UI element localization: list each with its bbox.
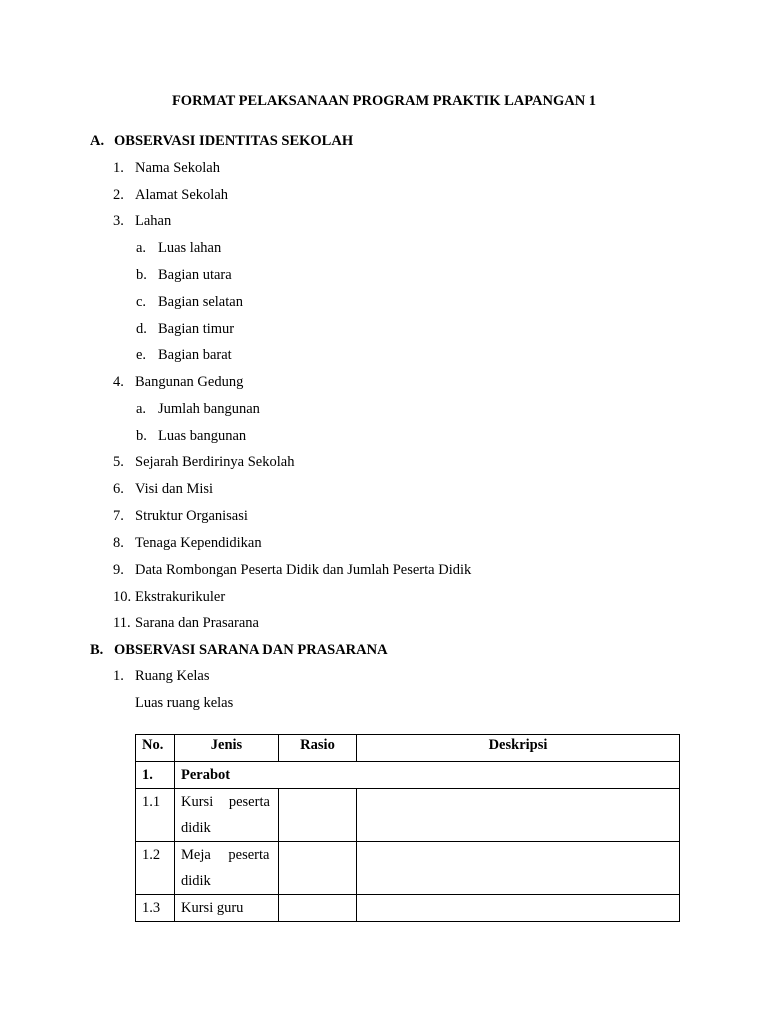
cell-no: 1.3 (136, 895, 175, 922)
group-label: Perabot (175, 762, 680, 789)
list-item (113, 615, 259, 632)
list-item (113, 668, 210, 685)
item-label: Jumlah bangunan (158, 401, 260, 417)
jenis-text: didik (181, 873, 211, 889)
list-item (113, 160, 220, 177)
paragraph: Luas ruang kelas (135, 695, 234, 711)
cell-deskripsi[interactable] (357, 789, 680, 842)
section-a-heading (90, 133, 353, 150)
item-number: b. (136, 428, 147, 444)
item-label: Sarana dan Prasarana (135, 615, 259, 631)
list-item (113, 187, 228, 204)
document-title: FORMAT PELAKSANAAN PROGRAM PRAKTIK LAPANGAN 1 (171, 93, 597, 109)
table-row (136, 789, 680, 842)
list-item (113, 481, 213, 498)
item-label: Struktur Organisasi (135, 508, 248, 524)
item-label: Alamat Sekolah (135, 187, 229, 203)
header-deskripsi: Deskripsi (357, 735, 680, 762)
item-label: Sejarah Berdirinya Sekolah (135, 454, 295, 470)
jenis-text: Kursi guru (181, 900, 244, 916)
sub-list-item (136, 267, 232, 284)
table-row (136, 895, 680, 922)
item-number: c. (136, 294, 147, 310)
section-letter: B. (90, 642, 104, 658)
item-number: 5. (113, 454, 124, 470)
sub-list-item (136, 347, 232, 364)
item-number: 10. (113, 589, 132, 605)
list-item (113, 454, 294, 471)
header-jenis: Jenis (175, 735, 279, 762)
jenis-line (181, 789, 272, 815)
cell-jenis (175, 895, 279, 922)
jenis-line (181, 815, 272, 841)
item-number: 3. (113, 213, 124, 229)
item-label: Lahan (135, 213, 172, 229)
item-number: 11. (113, 615, 131, 631)
item-label: Bangunan Gedung (135, 374, 244, 390)
sub-list-item (136, 294, 243, 311)
table-header-row (136, 735, 680, 762)
cell-rasio[interactable] (279, 789, 357, 842)
item-label: Bagian timur (158, 321, 235, 337)
list-item (113, 562, 471, 579)
jenis-text: Meja peserta (181, 847, 270, 863)
item-label: Nama Sekolah (135, 160, 220, 176)
item-number: 4. (113, 374, 124, 390)
list-item (113, 213, 171, 230)
list-item (113, 374, 243, 391)
item-number: d. (136, 321, 147, 337)
item-number: a. (136, 401, 147, 417)
section-title: OBSERVASI IDENTITAS SEKOLAH (114, 133, 354, 149)
section-title: OBSERVASI SARANA DAN PRASARANA (114, 642, 388, 658)
cell-deskripsi[interactable] (357, 895, 680, 922)
item-number: b. (136, 267, 147, 283)
item-number: 9. (113, 562, 124, 578)
item-label: Luas lahan (158, 240, 222, 256)
sub-list-item (136, 321, 234, 338)
item-number: e. (136, 347, 147, 363)
header-rasio: Rasio (279, 735, 357, 762)
group-no: 1. (136, 762, 175, 789)
cell-rasio[interactable] (279, 842, 357, 895)
item-label: Tenaga Kependidikan (135, 535, 262, 551)
table-group-row (136, 762, 680, 789)
item-number: a. (136, 240, 147, 256)
item-label: Ruang Kelas (135, 668, 210, 684)
header-no: No. (136, 735, 175, 762)
sub-list-item (136, 240, 221, 257)
item-number: 7. (113, 508, 124, 524)
sub-list-item (136, 428, 246, 445)
jenis-line (181, 868, 272, 894)
cell-no: 1.1 (136, 789, 175, 842)
jenis-text: Kursi peserta (181, 794, 270, 810)
item-number: 2. (113, 187, 124, 203)
cell-no: 1.2 (136, 842, 175, 895)
item-number: 1. (113, 160, 124, 176)
item-label: Bagian utara (158, 267, 232, 283)
list-item (113, 535, 262, 552)
item-label: Data Rombongan Peserta Didik dan Jumlah Peserta Didik (135, 562, 472, 578)
section-letter: A. (90, 133, 105, 149)
cell-jenis (175, 842, 279, 895)
jenis-line (181, 842, 272, 868)
item-label: Ekstrakurikuler (135, 589, 226, 605)
item-label: Luas bangunan (158, 428, 247, 444)
item-label: Visi dan Misi (135, 481, 214, 497)
item-number: 8. (113, 535, 124, 551)
list-item (113, 589, 225, 606)
sub-list-item (136, 401, 260, 418)
item-label: Bagian barat (158, 347, 232, 363)
cell-rasio[interactable] (279, 895, 357, 922)
cell-jenis (175, 789, 279, 842)
sarana-table (135, 734, 680, 922)
jenis-text: didik (181, 820, 211, 836)
list-item (113, 508, 248, 525)
item-number: 1. (113, 668, 124, 684)
table-row (136, 842, 680, 895)
item-number: 6. (113, 481, 124, 497)
item-label: Bagian selatan (158, 294, 243, 310)
cell-deskripsi[interactable] (357, 842, 680, 895)
section-b-heading (90, 642, 388, 659)
